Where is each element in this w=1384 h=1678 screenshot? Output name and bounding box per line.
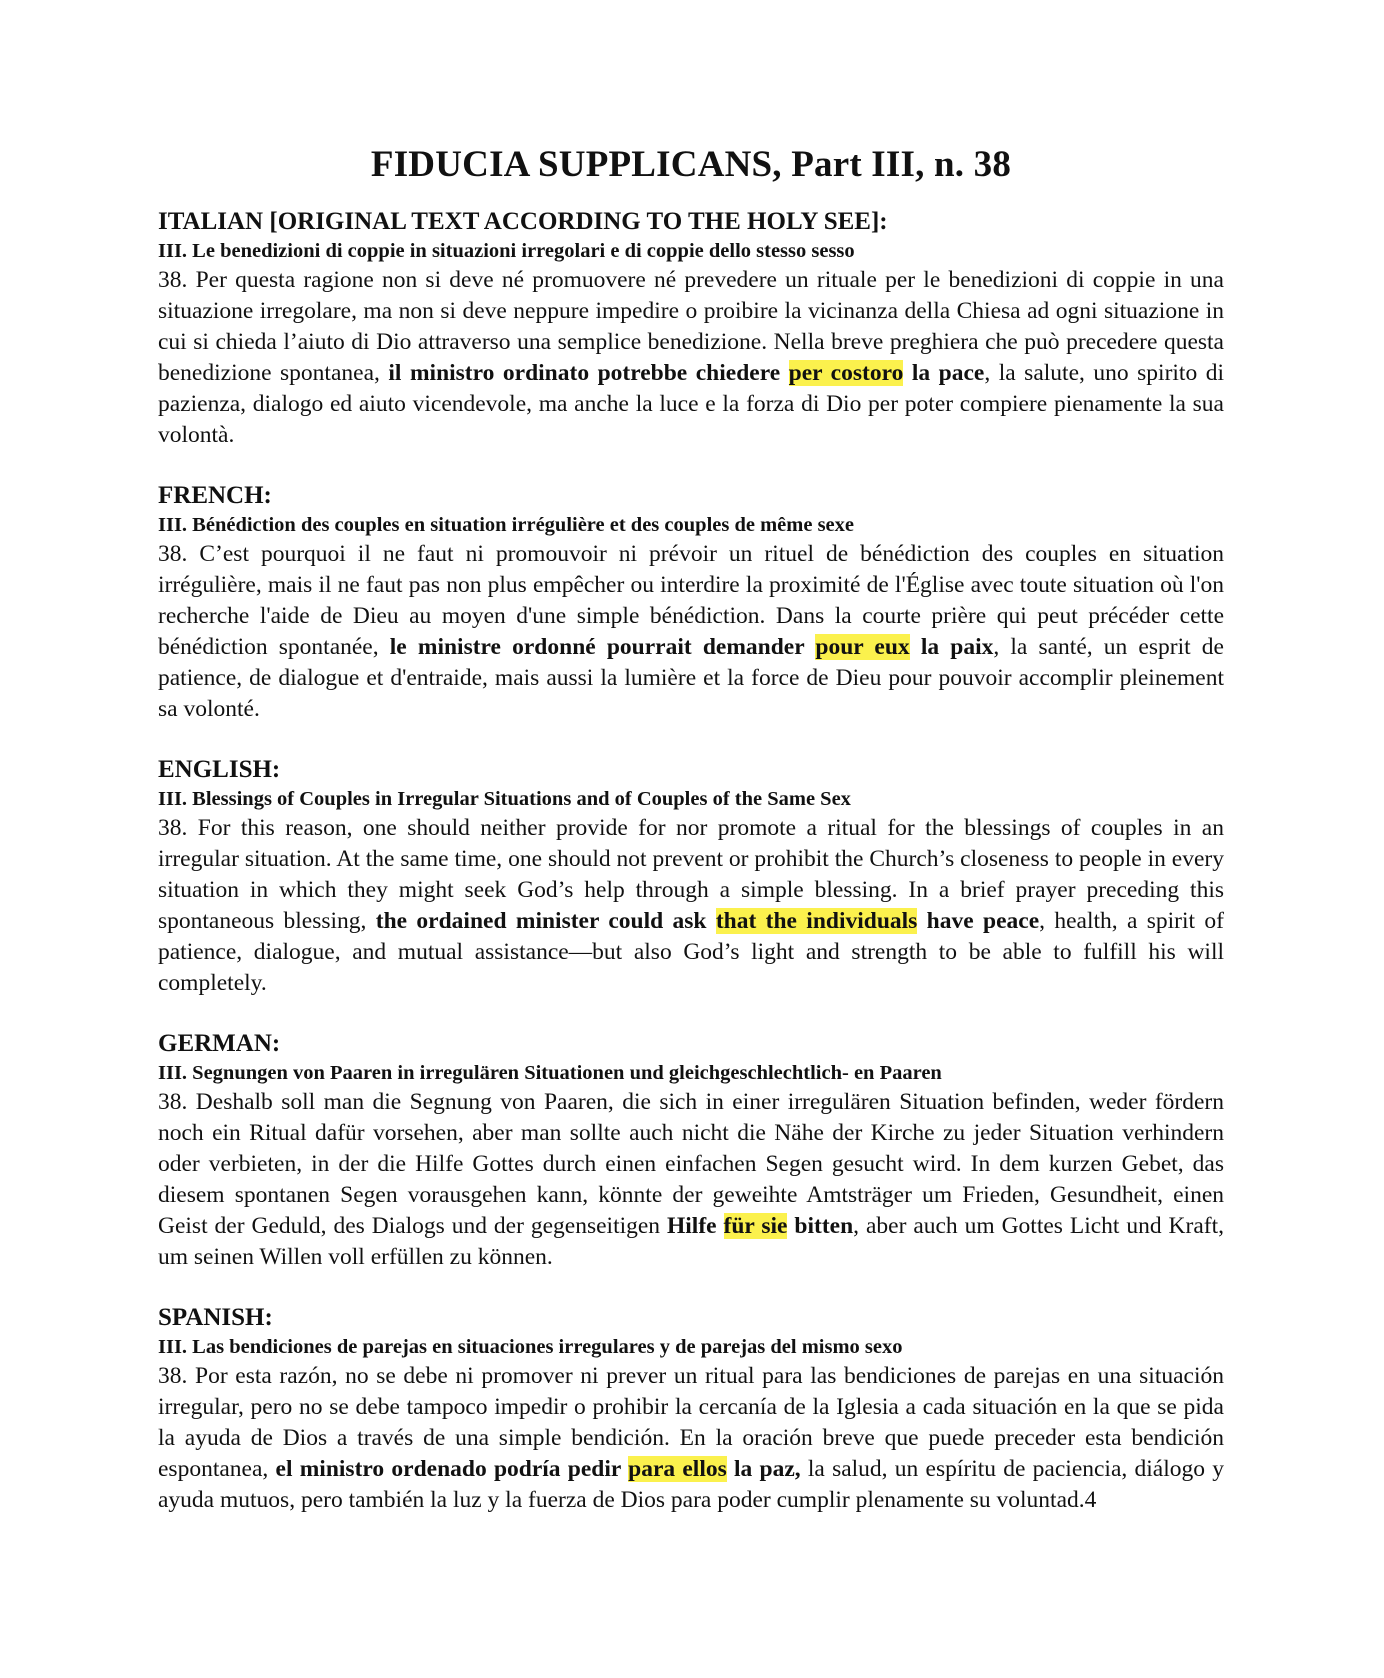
section-spanish xyxy=(158,1302,1224,1516)
section-german xyxy=(158,1028,1224,1273)
paragraph-38 xyxy=(158,265,1224,451)
text-run: 38. C’est pourquoi il ne faut ni promouvoir ni prévoir un rituel de bénédiction des couples en situation irrégulière, mais il ne faut pas non plus empêcher ou interdire la proximité de l'Église avec toute situation où l'on recherche l'aide de Dieu au moyen d'une simple bénédiction. Dans la courte prière qui peut précéder cette bénédiction spontanée, xyxy=(158,541,1224,660)
highlighted-phrase: pour eux xyxy=(815,634,910,660)
bold-text: Hilfe xyxy=(667,1213,724,1239)
section-italian xyxy=(158,206,1224,451)
text-run: , la santé, un esprit de patience, de dialogue et d'entraide, mais aussi la lumière et la force de Dieu pour pouvoir accomplir pleinement sa volonté. xyxy=(158,634,1224,722)
section-subheading: III. Las bendiciones de parejas en situaciones irregulares y de parejas del mismo sexo xyxy=(158,1336,903,1358)
language-heading: GERMAN: xyxy=(158,1030,281,1057)
paragraph-38 xyxy=(158,1361,1224,1516)
section-subheading: III. Bénédiction des couples en situation irrégulière et des couples de même sexe xyxy=(158,514,854,536)
highlighted-phrase: per costoro xyxy=(788,360,904,386)
paragraph-38 xyxy=(158,813,1224,999)
section-french xyxy=(158,480,1224,725)
text-run: 38. Por esta razón, no se debe ni promover ni prever un ritual para las bendiciones de parejas en una situación irregular, pero no se debe tampoco impedir o prohibir la cercanía de la Iglesia a cada situación en la que se pida la ayuda de Dios a través de una simple bendición. En la oración breve que puede preceder esta bendición espontanea, xyxy=(158,1363,1224,1482)
paragraph-38 xyxy=(158,539,1224,725)
highlighted-phrase: that the individuals xyxy=(715,908,918,934)
text-run: , la salute, uno spirito di pazienza, dialogo ed aiuto vicendevole, ma anche la luce e la forza di Dio per poter compiere pienamente la sua volontà. xyxy=(158,360,1224,448)
section-subheading: III. Segnungen von Paaren in irregulären Situationen und gleichgeschlechtlich- en Paaren xyxy=(158,1062,942,1084)
paragraph-38 xyxy=(158,1087,1224,1273)
bold-text: bitten xyxy=(787,1213,854,1239)
section-subheading: III. Blessings of Couples in Irregular Situations and of Couples of the Same Sex xyxy=(158,788,851,810)
bold-text: il ministro ordinato potrebbe chiedere xyxy=(388,360,789,386)
highlighted-phrase: für sie xyxy=(723,1213,788,1239)
bold-text: le ministre ordonné pourrait demander xyxy=(389,634,816,660)
bold-text: have peace xyxy=(917,908,1040,934)
bold-text: the ordained minister could ask xyxy=(375,908,716,934)
bold-text: la paz, xyxy=(726,1456,801,1482)
text-run: , health, a spirit of patience, dialogue, and mutual assistance—but also God’s light and strength to be able to fulfill his will completely. xyxy=(158,908,1224,996)
text-run: 38. Per questa ragione non si deve né promuovere né prevedere un rituale per le benedizioni di coppie in una situazione irregolare, ma non si deve neppure impedire o proibire la vicinanza della Chiesa ad ogni situazione in cui si chieda l’aiuto di Dio attraverso una semplice benedizione. Nella breve preghiera che può precedere questa benedizione spontanea, xyxy=(158,267,1224,386)
bold-text: la pace xyxy=(903,360,985,386)
section-english xyxy=(158,754,1224,999)
text-run: 38. Deshalb soll man die Segnung von Paaren, die sich in einer irregulären Situation befinden, weder fördern noch ein Ritual dafür vorsehen, aber man sollte auch nicht die Nähe der Kirche zu jeder Situation verhindern oder verbieten, in der die Hilfe Gottes durch einen einfachen Segen gesucht wird. In dem kurzen Gebet, das diesem spontanen Segen vorausgehen kann, könnte der geweihte Amtsträger um Frieden, Gesundheit, einen Geist der Geduld, des Dialogs und der gegenseitigen xyxy=(158,1089,1224,1239)
text-run: la salud, un espíritu de paciencia, diálogo y ayuda mutuos, pero también la luz y la fuerza de Dios para poder cumplir plenamente su voluntad.4 xyxy=(158,1456,1224,1513)
bold-text: el ministro ordenado podría pedir xyxy=(275,1456,629,1482)
language-heading: SPANISH: xyxy=(158,1304,273,1331)
section-subheading: III. Le benedizioni di coppie in situazioni irregolari e di coppie dello stesso sesso xyxy=(158,240,855,262)
text-run: 38. For this reason, one should neither provide for nor promote a ritual for the blessings of couples in an irregular situation. At the same time, one should not prevent or prohibit the Church’s closeness to people in every situation in which they might seek God’s help through a simple blessing. In a brief prayer preceding this spontaneous blessing, xyxy=(158,815,1224,934)
highlighted-phrase: para ellos xyxy=(628,1456,727,1482)
language-heading: FRENCH: xyxy=(158,482,272,509)
language-heading: ITALIAN [ORIGINAL TEXT ACCORDING TO THE HOLY SEE]: xyxy=(158,208,888,235)
document-page xyxy=(158,138,1224,1545)
text-run: , aber auch um Gottes Licht und Kraft, um seinen Willen voll erfüllen zu können. xyxy=(158,1213,1225,1270)
document-title: FIDUCIA SUPPLICANS, Part III, n. 38 xyxy=(370,144,1012,185)
bold-text: la paix xyxy=(909,634,994,660)
language-heading: ENGLISH: xyxy=(158,756,281,783)
